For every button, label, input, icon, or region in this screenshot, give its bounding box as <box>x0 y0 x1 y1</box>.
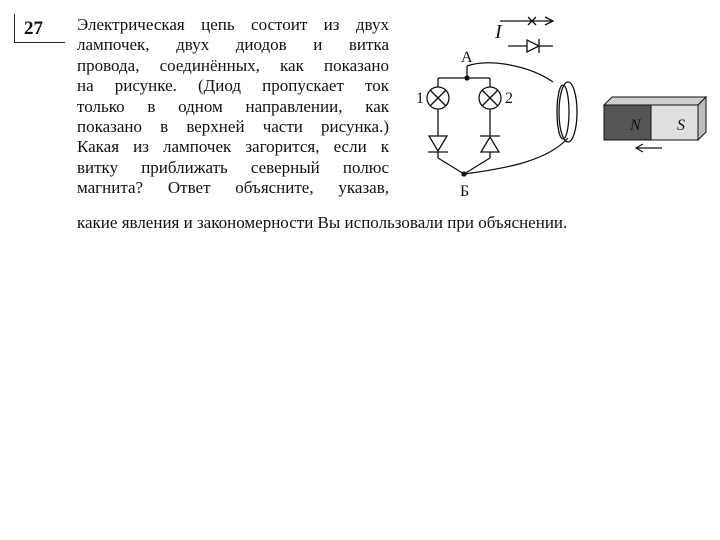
question-line: лампочек, двух диодов и витка <box>77 35 389 55</box>
node-a-label: А <box>461 49 473 66</box>
question-line: магнита? Ответ объясните, указав, <box>77 178 389 198</box>
lamp-2-label: 2 <box>505 90 513 107</box>
lamp-2-icon <box>479 87 501 109</box>
question-line: только в одном направлении, как <box>77 96 389 116</box>
magnet-n-label: N <box>630 117 641 134</box>
question-line: на рисунке. (Диод пропускает ток <box>77 76 389 96</box>
current-label: I <box>495 21 502 43</box>
lamp-1-icon <box>427 87 449 109</box>
magnet-motion-arrow <box>636 144 662 152</box>
magnet-side-face <box>698 97 706 140</box>
question-line: Электрическая цепь состоит из двух <box>77 15 389 34</box>
node-b-label: Б <box>460 183 470 200</box>
legend-diode-icon <box>527 40 539 52</box>
coil-wire-top <box>467 63 553 82</box>
wire-coil-icon <box>559 82 577 142</box>
question-line: показано в верхней части рисунка.) <box>77 117 389 137</box>
magnet-s-label: S <box>677 117 685 134</box>
question-number: 27 <box>24 18 43 39</box>
magnet-icon <box>604 97 706 140</box>
question-line: провода, соединённых, как показано <box>77 55 389 75</box>
current-direction-legend <box>500 17 553 53</box>
question-line: Какая из лампочек загорится, если к <box>77 137 389 157</box>
lamp-1-label: 1 <box>416 90 424 107</box>
magnet-top-face <box>604 97 706 105</box>
question-last-line: какие явления и закономерности Вы использовали при объяснении. <box>77 213 568 232</box>
coil-wire-bottom <box>464 138 568 174</box>
diode-1-icon <box>428 136 448 152</box>
magnet-north-pole <box>604 105 651 140</box>
magnet-south-pole <box>651 105 698 140</box>
diode-2-icon <box>480 136 500 152</box>
circuit <box>427 63 577 176</box>
question-line: витку приближать северный полюс <box>77 157 389 177</box>
